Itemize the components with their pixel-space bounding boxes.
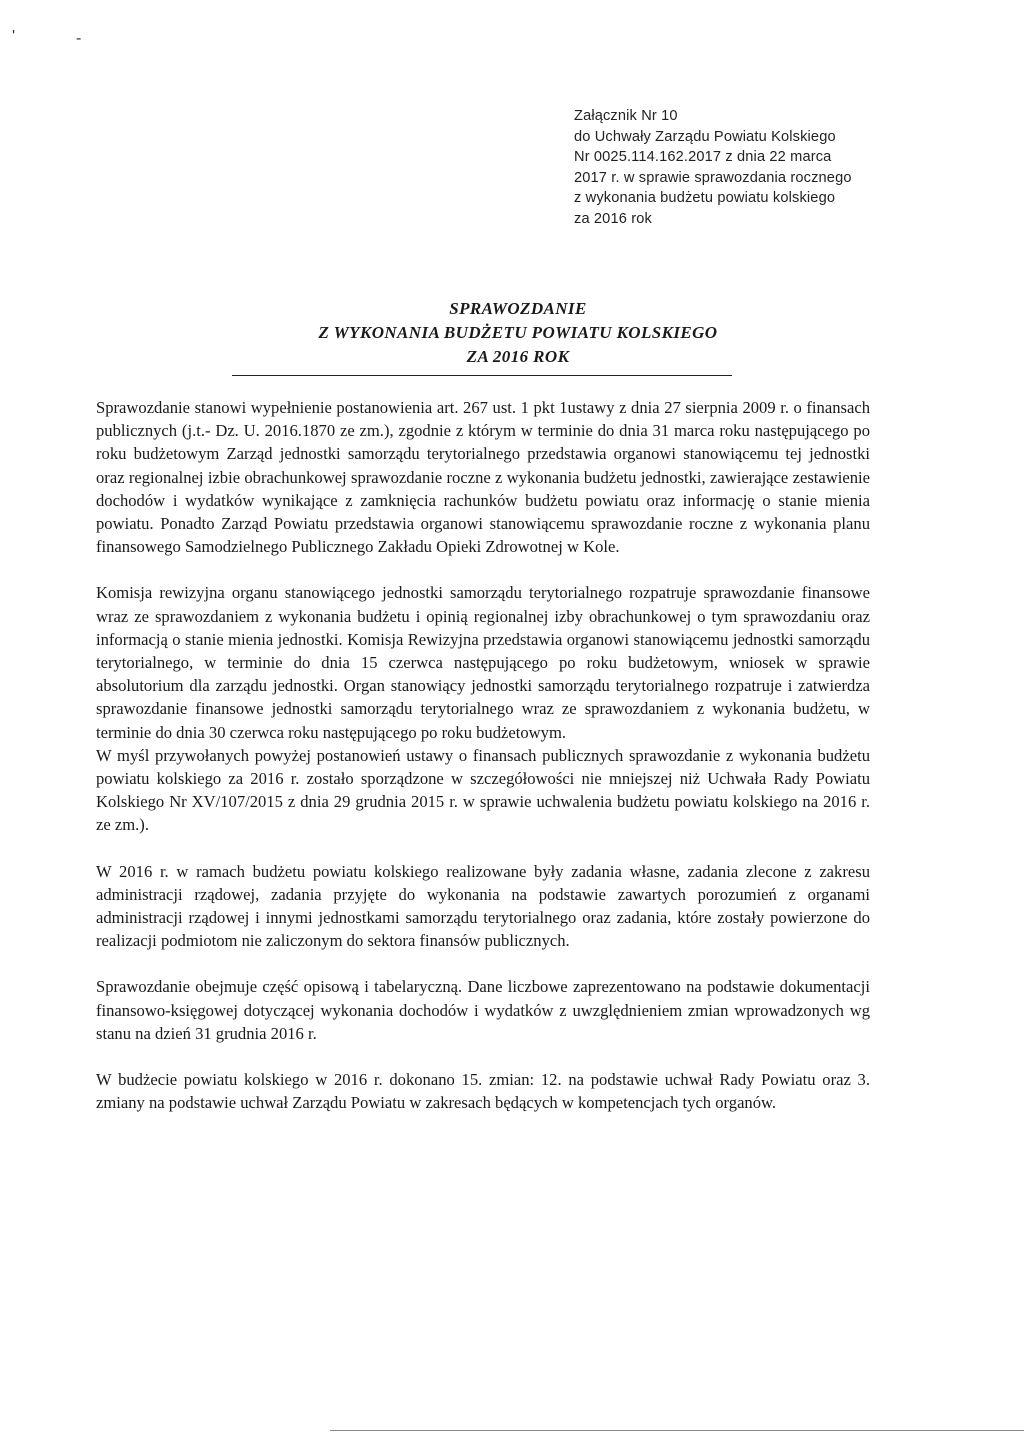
attachment-line: do Uchwały Zarządu Powiatu Kolskiego: [574, 128, 836, 145]
title-line-1: SPRAWOZDANIE: [449, 299, 587, 318]
paragraph-detail-level: W myśl przywołanych powyżej postanowień ustawy o finansach publicznych sprawozdanie z wykonania budżetu powiatu kolskiego za 2016 r. zostało sporządzone w szczegółowości nie mniejszej niż Uchwała Rady Powiatu Kolskiego Nr XV/107/2015 z dnia 29 grudnia 2015 r. w sprawie uchwalenia budżetu powiatu kolskiego na 2016 r. ze zm.).: [96, 745, 870, 835]
attachment-line: z wykonania budżetu powiatu kolskiego: [574, 190, 836, 207]
paragraph-legal-basis: Sprawozdanie stanowi wypełnienie postanowienia art. 267 ust. 1 pkt 1ustawy z dnia 27 sierpnia 2009 r. o finansach publicznych (j.t.- Dz. U. 2016.1870 ze zm.), zgodnie z którym w terminie do dnia 31 marca roku następującego po roku budżetowym Zarząd jednostki samorządu terytorialnego przedstawia organowi stanowiącemu tej jednostki oraz regionalnej izbie obrachunkowej sprawozdanie roczne z wykonania budżetu jednostki, zawierające zestawienie dochodów i wydatków wynikające z zamknięcia rachunków budżetu powiatu oraz informację o stanie mienia powiatu. Ponadto Zarząd Powiatu przedstawia organowi stanowiącemu sprawozdanie roczne z wykonania planu finansowego Samodzielnego Publicznego Zakładu Opieki Zdrowotnej w Kole.: [96, 398, 870, 557]
page-footer-rule: [330, 1430, 1024, 1431]
scan-artifact-dash: -: [76, 30, 82, 47]
scan-artifact-mark: ': [12, 28, 16, 45]
paragraph-tasks: W 2016 r. w ramach budżetu powiatu kolskiego realizowane były zadania własne, zadania zlecone z zakresu administracji rządowej, zadania przyjęte do wykonania na podstawie zawartych porozumień z organami administracji rządowej i innymi jednostkami samorządu terytorialnego oraz zadania, które zostały powierzone do realizacji podmiotom nie zaliczonym do sektora finansów publicznych.: [96, 861, 870, 951]
document-body: [96, 396, 870, 1114]
document-title: [218, 297, 818, 369]
attachment-line: za 2016 rok: [574, 210, 652, 227]
attachment-line: 2017 r. w sprawie sprawozdania rocznego: [574, 169, 852, 186]
attachment-note: [574, 106, 874, 230]
paragraph-structure: Sprawozdanie obejmuje część opisową i tabelaryczną. Dane liczbowe zaprezentowano na podstawie dokumentacji finansowo-księgowej dotyczącej wykonania dochodów i wydatków z uwzględnieniem zmian wprowadzonych wg stanu na dzień 31 grudnia 2016 r.: [96, 977, 870, 1043]
title-line-3: ZA 2016 ROK: [466, 347, 570, 366]
attachment-line: Załącznik Nr 10: [574, 108, 678, 124]
title-line-2: Z WYKONANIA BUDŻETU POWIATU KOLSKIEGO: [318, 323, 718, 342]
title-underline: [232, 375, 732, 376]
attachment-line: Nr 0025.114.162.2017 z dnia 22 marca: [574, 149, 832, 166]
paragraph-audit-committee: Komisja rewizyjna organu stanowiącego jednostki samorządu terytorialnego rozpatruje sprawozdanie finansowe wraz ze sprawozdaniem z wykonania budżetu i opinią regionalnej izby obrachunkowej o tym sprawozdaniu oraz informacją o stanie mienia jednostki. Komisja Rewizyjna przedstawia organowi stanowiącemu jednostki samorządu terytorialnego, w terminie do dnia 15 czerwca następującego po roku budżetowym, wniosek w sprawie absolutorium dla zarządu jednostki. Organ stanowiący jednostki samorządu terytorialnego rozpatruje i zatwierdza sprawozdanie finansowe jednostki samorządu terytorialnego wraz ze sprawozdaniem z wykonania budżetu, w terminie do dnia 30 czerwca roku następującego po roku budżetowym.: [96, 583, 870, 742]
paragraph-budget-changes: W budżecie powiatu kolskiego w 2016 r. dokonano 15. zmian: 12. na podstawie uchwał Rady Powiatu oraz 3. zmiany na podstawie uchwał Zarządu Powiatu w zakresach będących w kompetencjach tych organów.: [96, 1070, 870, 1113]
